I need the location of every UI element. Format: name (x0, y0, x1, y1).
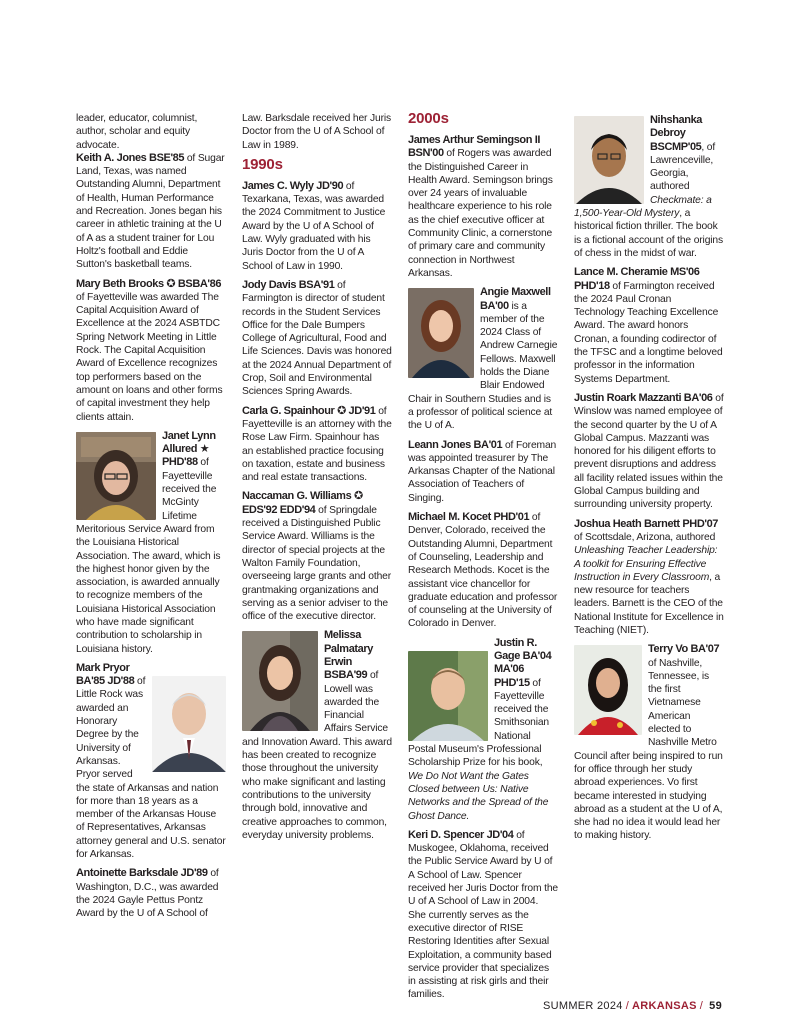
alumni-entry (408, 134, 558, 280)
alumni-entry (76, 430, 226, 656)
alumni-name: Naccaman G. Williams ✪ EDS'92 EDD'94 (242, 490, 363, 516)
alumni-text-after: , a historical fiction thriller. The book is a fictional account of the origins of chess in the midst of war. (574, 208, 723, 259)
alumni-text: of Sugar Land, Texas, was named Outstanding Alumni, Department of Health, Human Performance and Recreation. Jones began his career in athletic training at the U of A as a student trainer for Lou Holtz's football and Eddie Sutton's basketball teams. (76, 152, 225, 271)
alumni-name: James C. Wyly JD'90 (242, 179, 344, 192)
alumni-text: of Fayetteville received the McGinty Lifetime Meritorious Service Award from the Louisiana Historical Association. The award, which is the highest honor given by the association, is awarded annually to recognize members of the Louisiana Historical Association who have made significant contribution to scholarship in Louisiana history. (76, 457, 221, 655)
book-title: Unleashing Teacher Leadership: A toolkit for Ensuring Effective Instruction in Every Classroom (574, 545, 718, 583)
alumni-name: Carla G. Spainhour ✪ JD'91 (242, 404, 376, 417)
alumni-text: of Washington, D.C., was awarded the 2024 Gayle Pettus Pontz Award by the U of A School of (76, 868, 219, 920)
alumni-name: Terry Vo BA'07 (648, 643, 720, 656)
alumni-text: of Muskogee, Oklahoma, received the Public Service Award by U of A School of Law. Spencer received her Juris Doctor from the U of A School of Law in 2004. She currently serves as the executive director of RISE Restoring Identities after Sexual Exploitation, a community based service provider that specializes in assisting at risk girls and their families. (408, 829, 558, 1001)
alumni-entry (242, 180, 392, 273)
portrait-photo-melissa-erwin (242, 631, 318, 731)
decade-heading-1990s: 1990s (242, 155, 283, 173)
portrait-photo-mark-pryor (152, 676, 226, 772)
alumni-entry (76, 867, 226, 920)
magazine-name: ARKANSAS (632, 1000, 697, 1012)
alumni-text: of Denver, Colorado, received the Outstanding Alumni, Department of Counseling, Leadership and Research Methods. Kocet is the assistant vice chancellor for graduate education and professor of counseling at the University of Colorado in Denver. (408, 512, 558, 630)
portrait-photo-justin-gage (408, 651, 488, 741)
alumni-text: of Springdale received a Distinguished Public Service Award. Williams is the director of special projects at the Walton Family Foundation, overseeing large grants and other grantmaking organizations and serving as a senior adviser to the office of the executive director. (242, 504, 392, 623)
alumni-name: Janet Lynn Allured ★ PHD'88 (162, 429, 216, 469)
alumni-entry (574, 518, 724, 638)
alumni-text: of Nashville, Tennessee, is the first Vietnamese American elected to Nashville Metro Council after being inspired to run for office through her study abroad experiences. Vo first became interested in studying abroad as a student at the U of A, she had no idea it would lead her to making history. (574, 657, 723, 842)
alumni-name: Michael M. Kocet PHD'01 (408, 511, 530, 524)
alumni-text: of Lowell was awarded the Financial Affairs Service and Innovation Award. This award has been created to recognize those throughout the university who make significant and lasting contributions to the university through bold, innovative and creative approaches to common, everyday university problems. (242, 670, 392, 841)
alumni-entry (76, 152, 226, 272)
column-1 (76, 112, 226, 927)
alumni-entry (574, 114, 724, 260)
portrait-photo-nihshanka-debroy (574, 116, 644, 204)
alumni-name: Joshua Heath Barnett PHD'07 (574, 517, 719, 530)
portrait-photo-janet-allured (76, 432, 156, 520)
alumni-entry (574, 392, 724, 512)
alumni-name: Lance M. Cheramie MS'06 PHD'18 (574, 266, 700, 292)
footer-separator: / (625, 1000, 630, 1012)
alumni-text: of Fayetteville received the Smithsonian National Postal Museum's Professional Scholarship Prize for his book, (408, 677, 550, 769)
alumni-entry (242, 629, 392, 842)
alumni-text: of Fayetteville was awarded The Capital Acquisition Award of Excellence at the 2024 ASBTDC Spring Network Meeting in Little Rock. The Capital Acquisition Award of Excellence recognizes top performers based on the amount on loans and other forms of capital investment they help clients attain. (76, 291, 223, 423)
alumni-text: of Rogers was awarded the Distinguished Career in Health Award. Semingson brings over 24 years of invaluable healthcare experience to his role as the chief executive officer at Community Clinic, a cornerstone of primary care and community connection in Northwest Arkansas. (408, 148, 553, 279)
alumni-name: Keith A. Jones BSE'85 (76, 151, 185, 164)
alumni-name: Antoinette Barksdale JD'89 (76, 867, 208, 880)
alumni-entry (408, 511, 558, 631)
alumni-entry (408, 286, 558, 432)
alumni-name: Keri D. Spencer JD'04 (408, 828, 514, 841)
alumni-text: of Fayetteville is an attorney with the Rose Law Firm. Spainhour has an established practice focusing on taxation, estate and business and real estate transactions. (242, 405, 392, 484)
alumni-text: of Foreman was appointed treasurer by The Arkansas Chapter of the National Association of Teachers of Singing. (408, 439, 557, 504)
alumni-name: Justin Roark Mazzanti BA'06 (574, 391, 713, 404)
alumni-name: Mary Beth Brooks ✪ BSBA'86 (76, 277, 222, 290)
footer-separator: / (699, 1000, 704, 1012)
alumni-entry (76, 278, 226, 424)
book-title: We Do Not Want the Gates Closed between Us: Native Networks and the Spread of the Ghost Dance. (408, 770, 549, 822)
alumni-entry (242, 279, 392, 399)
portrait-photo-terry-vo (574, 645, 642, 735)
alumni-name: Angie Maxwell BA'00 (480, 286, 551, 312)
alumni-text: of Texarkana, Texas, was awarded the 2024 Commitment to Justice Award by the U of A School of Law. Wyly graduated with his Juris Doctor from the U of A School of Law in 1990. (242, 180, 386, 272)
alumni-entry (574, 266, 724, 386)
alumni-entry (408, 829, 558, 1002)
issue-label: SUMMER 2024 (542, 1000, 623, 1012)
alumni-text: , of Lawrenceville, Georgia, authored (650, 141, 716, 193)
alumni-entry (242, 490, 392, 623)
alumni-entry (76, 662, 226, 861)
alumni-entry (242, 405, 392, 485)
column-4 (574, 114, 724, 849)
page-footer (543, 1000, 722, 1012)
alumni-text: of Scottsdale, Arizona, authored (574, 531, 716, 543)
alumni-text: of Winslow was named employee of the second quarter by the U of A Global Campus. Mazzanti was honored for his diligent efforts to prevent disruptions and address all facility related issues within the Global Campus building and surrounding university property. (574, 392, 724, 511)
alumni-entry (408, 439, 558, 505)
alumni-entry (408, 637, 558, 823)
alumni-name: Jody Davis BSA'91 (242, 278, 335, 291)
continuation-text: Law. Barksdale received her Juris Doctor from the U of A School of Law in 1989. (242, 113, 392, 151)
alumni-name: James Arthur Semingson II BSN'00 (408, 134, 541, 160)
alumni-text-after: , a new resource for teachers leaders. Barnett is the CEO of the National Institute for Excellence in Teaching (NIET). (574, 571, 724, 636)
book-title: Checkmate: a 1,500-Year-Old Mystery (574, 194, 712, 220)
page-number: 59 (709, 1000, 722, 1012)
alumni-text: of Farmington is director of student records in the Student Services Office for the Dale Bumpers College of Agricultural, Food and Life Sciences. Davis was honored at the 2024 Annual Department of Crop, Soil and Environmental Sciences Spring Awards. (242, 279, 392, 398)
alumni-text: of Farmington received the 2024 Paul Cronan Technology Teaching Excellence Award. The award honors Cronan, a founding codirector of the TFSC and a longtime beloved professor in the information Systems Department. (574, 280, 723, 385)
column-2 (242, 112, 392, 848)
portrait-photo-angie-maxwell (408, 288, 474, 378)
decade-heading-2000s: 2000s (408, 110, 449, 127)
alumni-name: Justin R. Gage BA'04 MA'06 PHD'15 (494, 636, 552, 689)
alumni-name: Nihshanka Debroy BSCMP'05 (650, 114, 703, 153)
alumni-name: Leann Jones BA'01 (408, 438, 503, 451)
alumni-entry (574, 643, 724, 842)
alumni-text: of Little Rock was awarded an Honorary Degree by the University of Arkansas. Pryor served the state of Arkansas and nation for more than 18 years as a member of the Arkansas House of Representatives, Arkansas attorney general and U.S. senator for Arkansas. (76, 676, 226, 861)
alumni-text: is a member of the 2024 Class of Andrew Carnegie Fellows. Maxwell holds the Diane Blair Endowed Chair in Southern Studies and is a professor of political science at the U of A. (408, 300, 558, 432)
alumni-name: Melissa Palmatary Erwin BSBA'99 (324, 629, 373, 682)
column-3 (408, 110, 558, 1008)
intro-text: leader, educator, columnist, author, scholar and equity advocate. (76, 113, 198, 151)
alumni-name: Mark Pryor BA'85 JD'88 (76, 661, 135, 688)
